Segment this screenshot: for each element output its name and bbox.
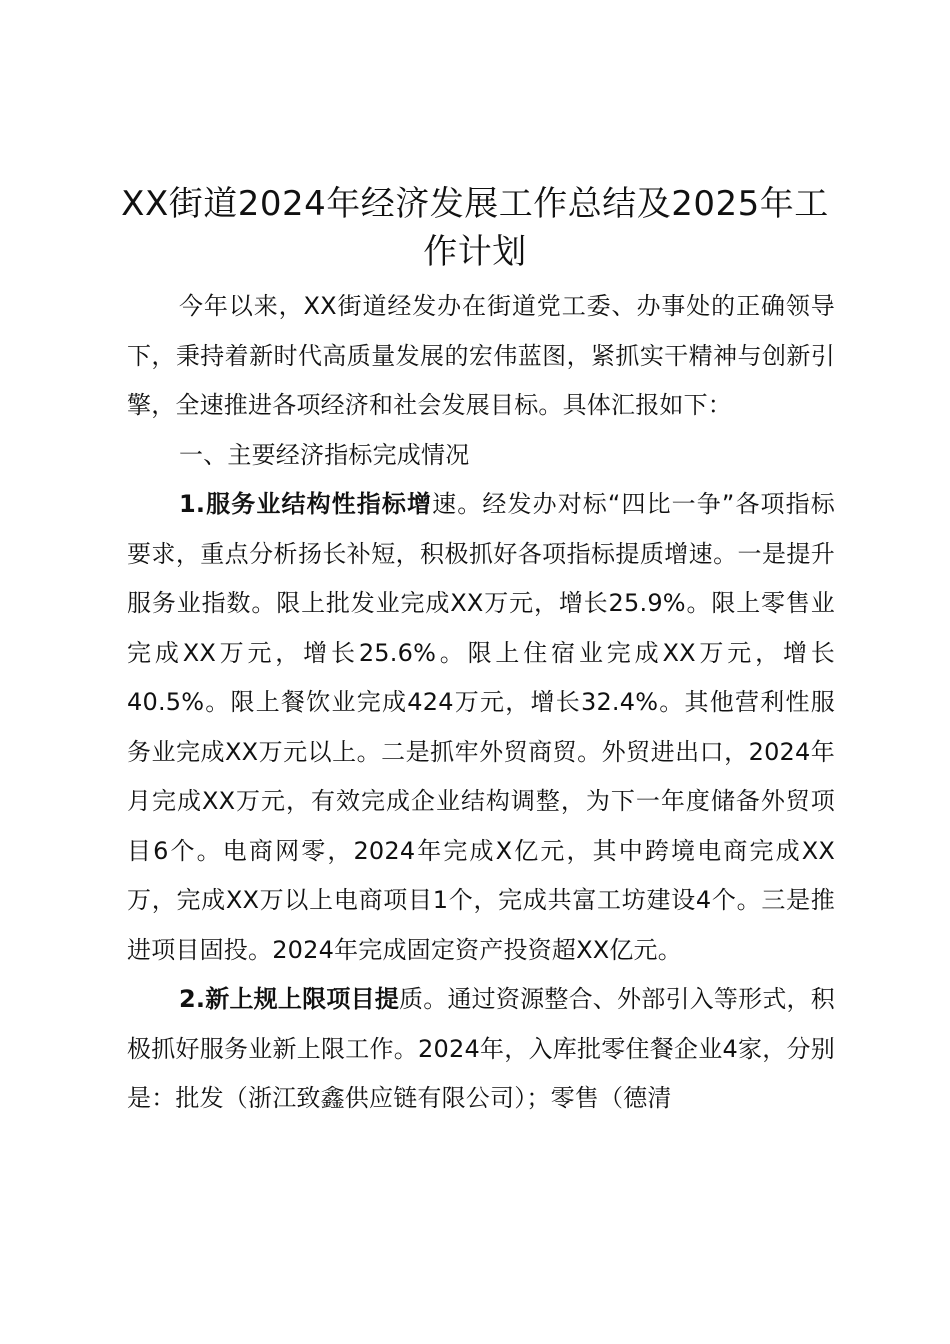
item-paragraph-2 — [127, 975, 835, 1124]
item-paragraph-1 — [127, 480, 835, 975]
section-heading-text: 一、主要经济指标完成情况 — [179, 440, 470, 469]
document-title: XX街道2024年经济发展工作总结及2025年工作计划 — [121, 184, 829, 272]
section-heading — [127, 431, 835, 481]
item-lead-1: 1.服务业结构性指标增 — [179, 490, 433, 518]
item-lead-2: 2.新上规上限项目提 — [179, 985, 400, 1013]
paragraph-text: 质。通过资源整合、外部引入等形式，积极抓好服务业新上限工作。2024年，入库批零住餐企业4家，分别是：批发（浙江致鑫供应链有限公司）；零售（德清 — [127, 985, 835, 1112]
document-body — [127, 282, 835, 1124]
paragraph-text: 速。经发办对标“四比一争”各项指标要求，重点分析扬长补短，积极抓好各项指标提质增速。一是提升服务业指数。限上批发业完成XX万元，增长25.9%。限上零售业完成XX万元，增长25.6%。限上住宿业完成XX万元，增长40.5%。限上餐饮业完成424万元，增长32.4%。其他营利性服务业完成XX万元以上。二是抓牢外贸商贸。外贸进出口，2024年月完成XX万元，有效完成企业结构调整，为下一年度储备外贸项目6个。电商网零，2024年完成X亿元，其中跨境电商完成XX万，完成XX万以上电商项目1个，完成共富工坊建设4个。三是推进项目固投。2024年完成固定资产投资超XX亿元。 — [127, 490, 835, 964]
intro-paragraph — [127, 282, 835, 431]
paragraph-text: 今年以来，XX街道经发办在街道党工委、办事处的正确领导下，秉持着新时代高质量发展的宏伟蓝图，紧抓实干精神与创新引擎，全速推进各项经济和社会发展目标。具体汇报如下： — [127, 292, 835, 419]
